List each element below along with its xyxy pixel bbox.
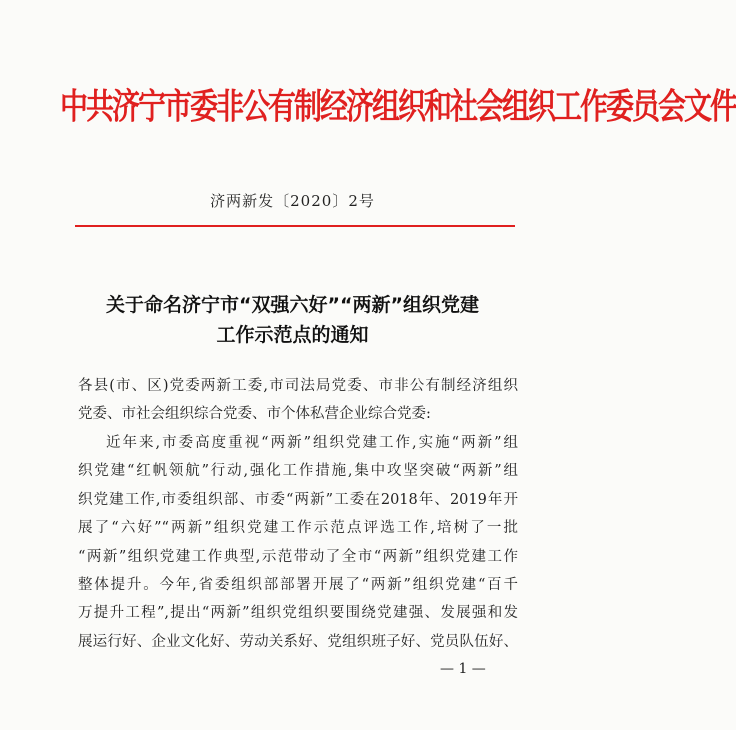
page-number: — 1 — <box>440 661 486 677</box>
paragraph-line: 展运行好、企业文化好、劳动关系好、党组织班子好、党员队伍好、 <box>78 633 518 650</box>
document-number: 济两新发〔2020〕2号 <box>210 192 375 210</box>
paragraph-line: 织党建“红帆领航”行动,强化工作措施,集中攻坚突破“两新”组 <box>78 463 518 480</box>
red-separator-line <box>75 225 515 227</box>
addressee-line: 各县(市、区)党委两新工委,市司法局党委、市非公有制经济组织 <box>78 378 518 394</box>
paragraph-line: “两新”组织党建工作典型,示范带动了全市“两新”组织党建工作 <box>78 548 518 565</box>
body-paragraph <box>78 429 518 656</box>
paragraph-line: 整体提升。今年,省委组织部部署开展了“两新”组织党建“百千 <box>78 576 518 593</box>
paragraph-line: 展了“六好”“两新”组织党建工作示范点评选工作,培树了一批 <box>78 520 518 537</box>
notice-title-line-1: 关于命名济宁市“双强六好”“两新”组织党建 <box>106 294 479 316</box>
paragraph-line: 近年来,市委高度重视“两新”组织党建工作,实施“两新”组 <box>106 435 518 451</box>
addressee-line: 党委、市社会组织综合党委、市个体私营企业综合党委: <box>78 406 431 423</box>
paragraph-line: 织党建工作,市委组织部、市委“两新”工委在2018年、2019年开 <box>78 491 518 508</box>
issuer-header-title: 中共济宁市委非公有制经济组织和社会组织工作委员会文件 <box>60 85 736 127</box>
paragraph-line: 万提升工程”,提出“两新”组织党组织要围绕党建强、发展强和发 <box>78 605 518 622</box>
addressee-block <box>78 372 518 429</box>
notice-title-line-2: 工作示范点的通知 <box>216 324 369 346</box>
